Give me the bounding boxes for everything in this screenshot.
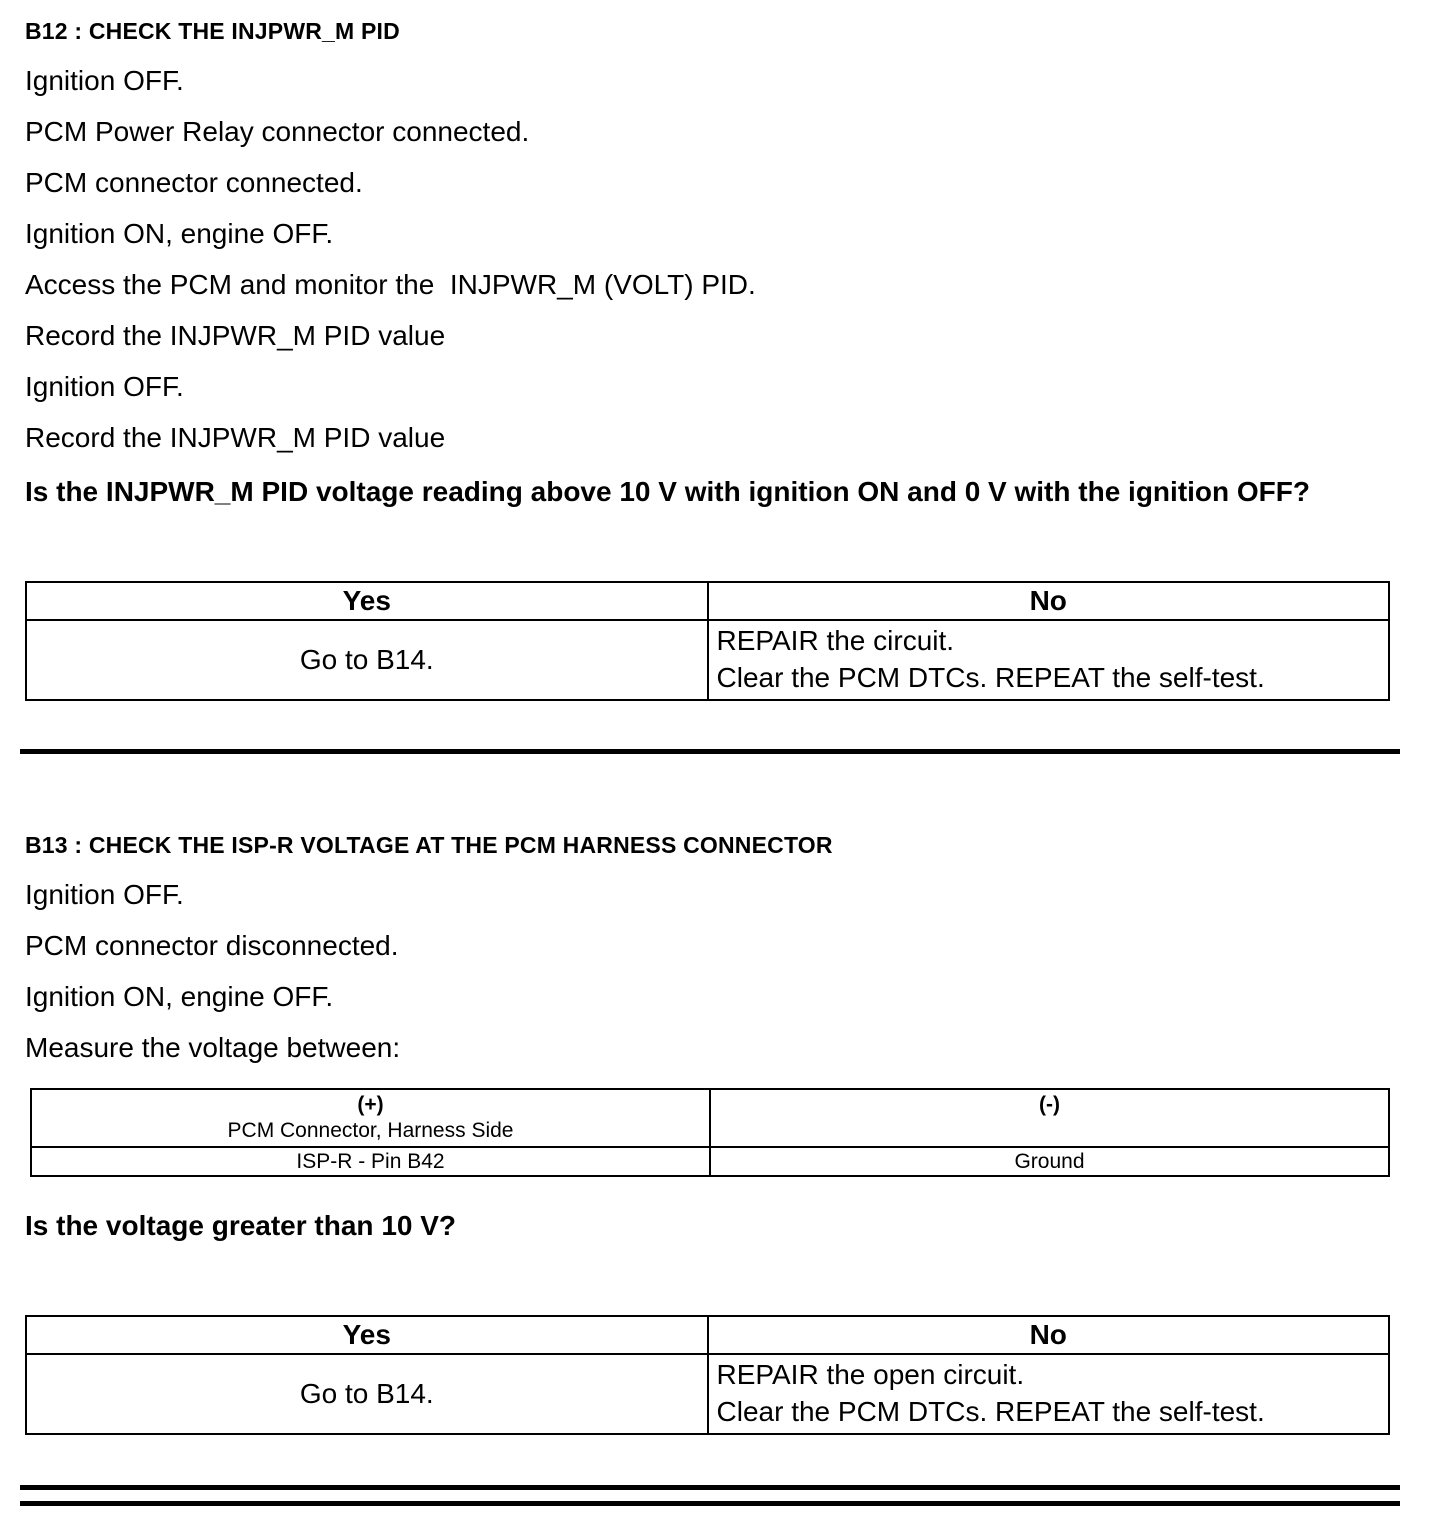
positive-lead-location: PCM Connector, Harness Side <box>227 1118 514 1142</box>
negative-symbol: (-) <box>1039 1092 1060 1116</box>
section-b13 <box>25 832 1415 1435</box>
decision-table-action-row <box>26 1354 1389 1434</box>
no-column-header: No <box>708 582 1390 620</box>
section-b12-question: Is the INJPWR_M PID voltage reading above 10 V with ignition ON and 0 V with the ignition OFF? <box>25 476 1310 507</box>
step-line: Measure the voltage between: <box>25 1031 401 1063</box>
no-action-line: REPAIR the open circuit. <box>716 1359 1025 1390</box>
section-b12-heading: B12 : CHECK THE INJPWR_M PID <box>25 18 400 44</box>
no-action-line: REPAIR the circuit. <box>716 624 955 656</box>
measurement-table-header-row <box>31 1089 1389 1148</box>
end-of-procedure-rules <box>25 1485 1415 1506</box>
step-line: Access the PCM and monitor the INJPWR_M (VOLT) PID. <box>25 269 756 300</box>
negative-measure-point: Ground <box>710 1147 1389 1176</box>
step-line: Ignition ON, engine OFF. <box>25 980 334 1012</box>
step-line: Record the INJPWR_M PID value <box>25 320 446 351</box>
no-action-line: Clear the PCM DTCs. REPEAT the self-test. <box>716 1395 1265 1427</box>
no-action-line: Clear the PCM DTCs. REPEAT the self-test. <box>716 661 1265 693</box>
no-column-header: No <box>708 1316 1390 1354</box>
negative-lead-header <box>710 1089 1389 1148</box>
section-gap <box>25 754 1415 832</box>
measurement-table-value-row <box>31 1147 1389 1176</box>
yes-action: Go to B14. <box>26 620 708 700</box>
positive-measure-point: ISP-R - Pin B42 <box>31 1147 710 1176</box>
decision-table-header-row <box>26 1316 1389 1354</box>
positive-symbol: (+) <box>357 1092 384 1116</box>
decision-table-action-row <box>26 620 1389 700</box>
positive-lead-header <box>31 1089 710 1148</box>
no-action <box>708 1354 1390 1434</box>
section-b12 <box>25 18 1415 701</box>
decision-table-b12 <box>25 581 1390 701</box>
section-b13-heading: B13 : CHECK THE ISP-R VOLTAGE AT THE PCM HARNESS CONNECTOR <box>25 831 833 858</box>
step-line: Ignition OFF. <box>25 65 184 96</box>
no-action <box>708 620 1390 700</box>
step-line: PCM connector disconnected. <box>25 929 399 961</box>
yes-column-header: Yes <box>26 1316 708 1354</box>
decision-table-header-row <box>26 582 1389 620</box>
end-rule-top <box>20 1485 1400 1490</box>
step-line: Record the INJPWR_M PID value <box>25 422 446 453</box>
yes-column-header: Yes <box>26 582 708 620</box>
end-rule-bottom <box>20 1501 1400 1506</box>
yes-action: Go to B14. <box>26 1354 708 1434</box>
section-b13-question: Is the voltage greater than 10 V? <box>25 1210 457 1242</box>
step-line: PCM Power Relay connector connected. <box>25 116 530 147</box>
measurement-table <box>30 1088 1390 1178</box>
step-line: PCM connector connected. <box>25 167 363 198</box>
decision-table-b13 <box>25 1315 1390 1435</box>
step-line: Ignition ON, engine OFF. <box>25 218 334 249</box>
step-line: Ignition OFF. <box>25 371 184 402</box>
step-line: Ignition OFF. <box>25 878 184 910</box>
